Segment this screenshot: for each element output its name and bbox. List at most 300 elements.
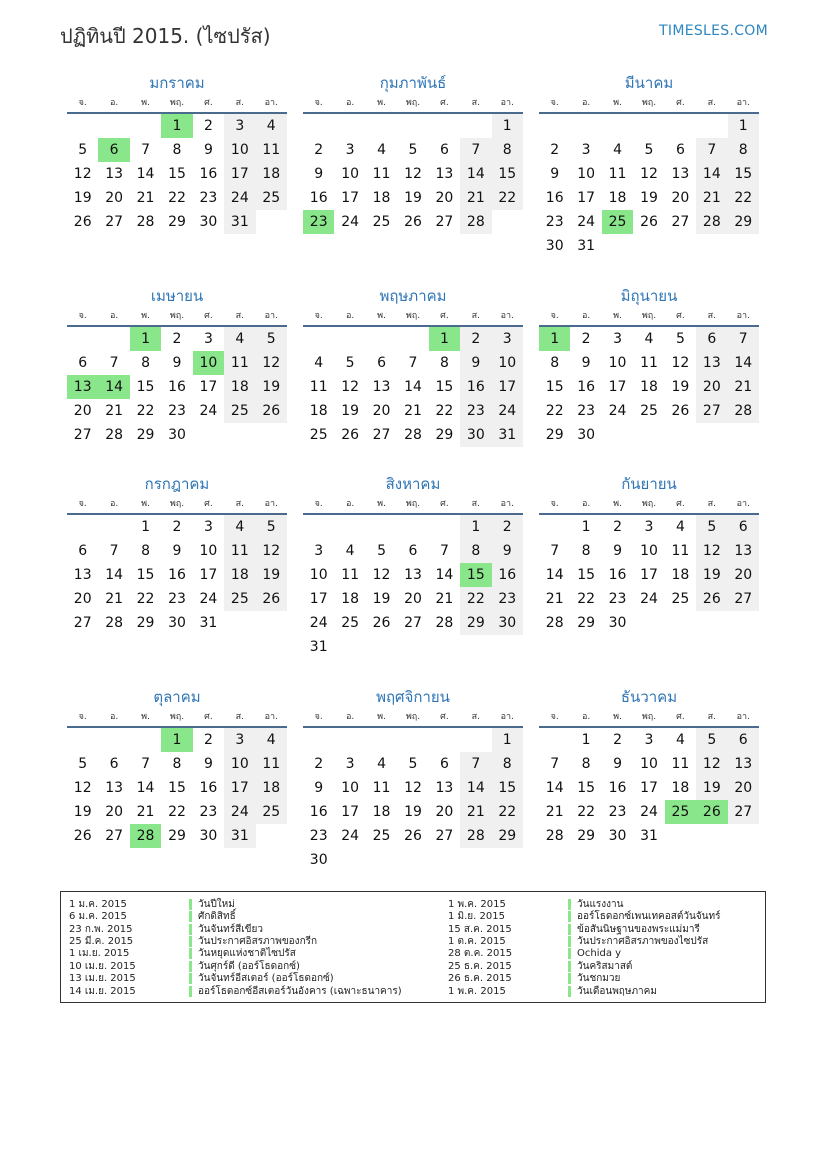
day-grid	[67, 515, 287, 635]
day-cell: 7	[141, 142, 151, 158]
weekday-label: อา.	[500, 712, 514, 722]
day-cell: 3	[224, 728, 255, 752]
day-cell: 28	[545, 615, 564, 631]
day-cell: 19	[256, 375, 287, 399]
day-cell: 18	[309, 403, 328, 419]
day-grid	[303, 728, 523, 872]
day-cell: 4	[644, 331, 654, 347]
day-cell: 3	[644, 519, 654, 535]
day-cell: 5	[78, 142, 88, 158]
empty-cell	[397, 728, 428, 752]
day-cell: 7	[460, 752, 491, 776]
weekday-header	[303, 708, 523, 728]
empty-cell	[67, 728, 98, 752]
weekday-header	[303, 307, 523, 327]
day-cell: 8	[492, 752, 523, 776]
day-cell: 11	[671, 543, 690, 559]
holiday-day-cell: 26	[696, 800, 727, 824]
day-grid	[539, 114, 759, 258]
weekday-label: พ.	[141, 499, 150, 509]
day-cell: 13	[728, 539, 759, 563]
month-name: ธันวาคม	[620, 688, 678, 706]
day-cell: 13	[696, 351, 727, 375]
day-cell: 31	[224, 824, 255, 848]
weekday-label: ส.	[707, 98, 716, 108]
month-block	[67, 72, 287, 234]
day-cell: 14	[136, 780, 155, 796]
empty-cell	[602, 114, 633, 138]
day-cell: 12	[73, 780, 92, 796]
weekday-label: ส.	[235, 712, 244, 722]
legend-date: 28 ต.ค. 2015	[448, 948, 513, 960]
weekday-label: ศ.	[440, 712, 449, 722]
day-cell: 30	[168, 427, 186, 443]
day-cell: 22	[168, 190, 186, 206]
day-cell: 15	[136, 567, 155, 583]
day-cell: 16	[577, 379, 596, 395]
day-cell: 27	[435, 828, 454, 844]
day-cell: 26	[404, 214, 422, 230]
day-cell: 7	[439, 543, 449, 559]
day-cell: 21	[136, 190, 155, 206]
day-cell: 28	[136, 214, 155, 230]
weekday-label: ศ.	[440, 311, 449, 321]
day-cell: 26	[256, 399, 287, 423]
day-cell: 2	[550, 142, 560, 158]
weekday-header	[539, 708, 759, 728]
day-cell: 23	[199, 804, 218, 820]
day-cell: 27	[696, 399, 727, 423]
day-cell: 22	[545, 403, 564, 419]
weekday-header	[303, 94, 523, 114]
day-cell: 24	[640, 804, 658, 820]
day-cell: 23	[168, 403, 186, 419]
day-cell: 27	[105, 828, 124, 844]
day-cell: 4	[613, 142, 623, 158]
day-cell: 24	[608, 403, 627, 419]
day-cell: 14	[105, 567, 124, 583]
legend-holiday-name: ศักดิสิทธิ์	[198, 911, 236, 923]
legend-holiday-name: ข้อสันนิษฐานของพระแม่มารี	[577, 923, 700, 935]
day-cell: 29	[460, 611, 491, 635]
day-cell: 4	[224, 515, 255, 539]
day-cell: 30	[492, 611, 523, 635]
legend-date: 26 ธ.ค. 2015	[448, 973, 512, 985]
day-cell: 19	[404, 190, 422, 206]
day-cell: 28	[696, 210, 727, 234]
day-cell: 31	[640, 828, 658, 844]
day-cell: 13	[105, 780, 124, 796]
day-cell: 27	[404, 615, 422, 631]
legend-holiday-name: วันศุกร์ดี (ออร์โธดอกซ์)	[198, 960, 300, 972]
day-cell: 19	[640, 190, 658, 206]
legend-color-marker	[568, 899, 571, 910]
day-cell: 19	[404, 804, 422, 820]
day-cell: 25	[341, 615, 360, 631]
month-block	[67, 285, 287, 447]
day-cell: 15	[577, 567, 596, 583]
day-cell: 28	[460, 210, 491, 234]
legend-date: 15 ส.ค. 2015	[448, 923, 512, 935]
day-cell: 18	[671, 567, 690, 583]
day-cell: 19	[256, 563, 287, 587]
day-cell: 24	[341, 828, 360, 844]
day-cell: 3	[345, 756, 355, 772]
weekday-label: อ.	[345, 712, 355, 722]
weekday-label: อ.	[345, 98, 355, 108]
weekday-label: พ.	[613, 499, 622, 509]
weekday-label: พฤ.	[405, 311, 421, 321]
legend-date: 10 เม.ย. 2015	[69, 960, 136, 972]
day-grid	[67, 114, 287, 234]
day-cell: 18	[372, 190, 391, 206]
day-cell: 29	[168, 214, 186, 230]
weekday-header	[539, 94, 759, 114]
day-cell: 20	[372, 403, 391, 419]
weekday-label: พฤ.	[169, 311, 185, 321]
day-grid	[303, 515, 523, 659]
legend-holiday-name: วันจันทร์อีสเตอร์ (ออร์โธดอกซ์)	[198, 973, 334, 985]
empty-cell	[665, 114, 696, 138]
day-cell: 16	[460, 375, 491, 399]
day-cell: 23	[608, 591, 627, 607]
day-cell: 3	[581, 142, 591, 158]
day-cell: 14	[545, 780, 564, 796]
day-cell: 7	[109, 543, 119, 559]
day-cell: 12	[696, 539, 727, 563]
day-cell: 4	[675, 732, 685, 748]
day-cell: 6	[78, 355, 88, 371]
day-cell: 23	[168, 591, 186, 607]
weekday-label: อา.	[736, 499, 750, 509]
day-cell: 24	[492, 399, 523, 423]
day-cell: 10	[492, 351, 523, 375]
day-cell: 3	[644, 732, 654, 748]
day-cell: 27	[728, 587, 759, 611]
day-cell: 9	[172, 543, 182, 559]
brand-link[interactable]: TIMESLES.COM	[659, 23, 768, 39]
day-cell: 29	[168, 828, 186, 844]
day-cell: 28	[545, 828, 564, 844]
day-cell: 30	[460, 423, 491, 447]
day-cell: 31	[492, 423, 523, 447]
weekday-label: จ.	[78, 98, 87, 108]
weekday-label: ส.	[471, 98, 480, 108]
day-cell: 11	[309, 379, 328, 395]
day-cell: 16	[168, 379, 186, 395]
day-cell: 7	[408, 355, 418, 371]
day-cell: 26	[256, 587, 287, 611]
weekday-label: พฤ.	[641, 499, 657, 509]
day-cell: 17	[341, 190, 360, 206]
legend-holiday-name: วันประกาศอิสรภาพของกรีก	[198, 935, 318, 947]
day-cell: 13	[404, 567, 422, 583]
day-cell: 11	[256, 752, 287, 776]
empty-cell	[429, 515, 460, 539]
day-cell: 7	[728, 327, 759, 351]
day-cell: 20	[404, 591, 422, 607]
legend-date: 13 เม.ย. 2015	[69, 973, 136, 985]
day-cell: 19	[73, 190, 92, 206]
empty-cell	[98, 114, 129, 138]
day-cell: 16	[608, 567, 627, 583]
day-cell: 15	[728, 162, 759, 186]
day-cell: 27	[728, 800, 759, 824]
legend-row	[69, 985, 402, 998]
day-cell: 6	[78, 543, 88, 559]
day-cell: 10	[640, 756, 658, 772]
day-cell: 6	[728, 515, 759, 539]
weekday-label: พ.	[377, 499, 386, 509]
weekday-label: ส.	[471, 311, 480, 321]
day-cell: 6	[408, 543, 418, 559]
day-cell: 17	[608, 379, 627, 395]
day-cell: 12	[256, 351, 287, 375]
day-cell: 2	[613, 732, 623, 748]
empty-cell	[539, 728, 570, 752]
day-cell: 25	[640, 403, 658, 419]
day-cell: 26	[671, 403, 690, 419]
legend-holiday-name: วันประกาศอิสรภาพของไซปรัส	[577, 935, 709, 947]
day-cell: 27	[73, 427, 92, 443]
legend-color-marker	[568, 911, 571, 922]
day-cell: 11	[372, 166, 391, 182]
day-cell: 7	[141, 756, 151, 772]
holiday-day-cell: 25	[602, 210, 633, 234]
weekday-label: อ.	[345, 499, 355, 509]
day-cell: 29	[492, 824, 523, 848]
legend-holiday-name: วันปีใหม่	[198, 898, 235, 910]
day-cell: 8	[141, 543, 151, 559]
day-cell: 10	[199, 543, 218, 559]
day-cell: 5	[256, 515, 287, 539]
day-cell: 30	[199, 214, 218, 230]
day-cell: 21	[545, 591, 564, 607]
day-cell: 3	[224, 114, 255, 138]
day-cell: 9	[613, 756, 623, 772]
day-cell: 2	[172, 519, 182, 535]
empty-cell	[397, 327, 428, 351]
day-cell: 20	[105, 804, 124, 820]
legend-row	[448, 985, 657, 998]
day-cell: 27	[372, 427, 391, 443]
month-block	[303, 72, 523, 234]
day-cell: 22	[136, 403, 155, 419]
day-cell: 16	[199, 780, 218, 796]
day-cell: 21	[696, 186, 727, 210]
day-cell: 15	[168, 780, 186, 796]
day-cell: 17	[224, 162, 255, 186]
empty-cell	[397, 515, 428, 539]
day-cell: 8	[581, 756, 591, 772]
day-cell: 23	[492, 587, 523, 611]
day-cell: 7	[550, 756, 560, 772]
month-block	[303, 285, 523, 447]
empty-cell	[570, 114, 601, 138]
day-cell: 30	[199, 828, 218, 844]
day-cell: 3	[345, 142, 355, 158]
weekday-label: พ.	[613, 712, 622, 722]
empty-cell	[366, 728, 397, 752]
day-cell: 8	[439, 355, 449, 371]
legend-color-marker	[568, 961, 571, 972]
day-cell: 21	[460, 186, 491, 210]
weekday-label: จ.	[314, 311, 323, 321]
day-cell: 29	[728, 210, 759, 234]
weekday-label: อา.	[736, 311, 750, 321]
weekday-label: ศ.	[204, 499, 213, 509]
day-cell: 20	[696, 375, 727, 399]
weekday-label: พ.	[141, 98, 150, 108]
weekday-header	[67, 94, 287, 114]
day-cell: 18	[224, 563, 255, 587]
month-block	[539, 686, 759, 848]
weekday-label: อ.	[581, 499, 591, 509]
weekday-label: พ.	[377, 98, 386, 108]
holiday-day-cell: 1	[130, 327, 161, 351]
day-cell: 18	[256, 776, 287, 800]
day-cell: 3	[613, 331, 623, 347]
day-cell: 24	[309, 615, 328, 631]
weekday-label: ศ.	[440, 499, 449, 509]
day-cell: 23	[545, 214, 564, 230]
legend-holiday-name: ออร์โธดอกซ์อีสเตอร์วันอังคาร (เฉพาะธนาคาร)	[198, 985, 402, 997]
day-cell: 15	[435, 379, 454, 395]
day-cell: 6	[439, 142, 449, 158]
day-cell: 4	[314, 355, 324, 371]
holiday-day-cell: 14	[98, 375, 129, 399]
day-cell: 8	[460, 539, 491, 563]
weekday-label: พฤ.	[405, 98, 421, 108]
day-cell: 4	[675, 519, 685, 535]
day-cell: 14	[696, 162, 727, 186]
weekday-label: อ.	[581, 712, 591, 722]
weekday-label: ศ.	[440, 98, 449, 108]
day-cell: 5	[644, 142, 654, 158]
month-name: เมษายน	[150, 287, 204, 305]
day-cell: 5	[345, 355, 355, 371]
legend-date: 1 ม.ค. 2015	[69, 898, 127, 910]
day-cell: 20	[73, 591, 92, 607]
legend-holiday-name: วันจันทร์สีเขียว	[198, 923, 263, 935]
day-cell: 25	[224, 587, 255, 611]
day-cell: 11	[256, 138, 287, 162]
weekday-label: อ.	[345, 311, 355, 321]
day-cell: 14	[435, 567, 454, 583]
day-cell: 4	[377, 756, 387, 772]
day-cell: 16	[309, 190, 328, 206]
day-cell: 25	[671, 591, 690, 607]
day-cell: 26	[372, 615, 391, 631]
weekday-label: อ.	[581, 98, 591, 108]
weekday-header	[303, 495, 523, 515]
day-grid	[539, 327, 759, 447]
day-cell: 6	[439, 756, 449, 772]
legend-date: 23 ก.พ. 2015	[69, 923, 133, 935]
day-cell: 16	[199, 166, 218, 182]
day-cell: 24	[199, 403, 218, 419]
day-cell: 22	[577, 591, 596, 607]
holiday-day-cell: 6	[98, 138, 129, 162]
empty-cell	[429, 114, 460, 138]
weekday-label: อา.	[736, 98, 750, 108]
day-cell: 20	[435, 804, 454, 820]
page-title: ปฏิทินปี 2015. (ไซปรัส)	[60, 24, 271, 48]
legend-holiday-name: วันเดือนพฤษภาคม	[577, 985, 657, 997]
day-cell: 5	[78, 756, 88, 772]
legend-date: 1 เม.ย. 2015	[69, 948, 130, 960]
weekday-label: อา.	[264, 499, 278, 509]
month-name: พฤษภาคม	[379, 287, 447, 305]
weekday-header	[67, 708, 287, 728]
day-cell: 24	[199, 591, 218, 607]
day-cell: 22	[168, 804, 186, 820]
day-cell: 13	[73, 567, 92, 583]
day-cell: 21	[435, 591, 454, 607]
day-cell: 3	[492, 327, 523, 351]
day-cell: 6	[109, 756, 119, 772]
day-cell: 12	[671, 355, 690, 371]
month-name: พฤศจิกายน	[376, 688, 450, 706]
weekday-label: พ.	[141, 712, 150, 722]
legend-date: 1 มิ.ย. 2015	[448, 911, 505, 923]
day-cell: 17	[199, 379, 218, 395]
day-grid	[67, 728, 287, 848]
day-cell: 21	[105, 403, 124, 419]
day-cell: 13	[372, 379, 391, 395]
legend-holiday-name: Ochida y	[577, 948, 622, 960]
day-cell: 15	[577, 780, 596, 796]
legend-color-marker	[189, 986, 192, 997]
day-cell: 16	[492, 563, 523, 587]
month-name: กันยายน	[621, 475, 677, 493]
day-cell: 10	[577, 166, 596, 182]
legend-holiday-name: วันชกมวย	[577, 973, 621, 985]
day-cell: 7	[696, 138, 727, 162]
day-cell: 16	[545, 190, 564, 206]
month-block	[303, 473, 523, 659]
day-cell: 12	[341, 379, 360, 395]
weekday-label: พฤ.	[405, 499, 421, 509]
holiday-day-cell: 1	[539, 327, 570, 351]
weekday-label: ส.	[707, 311, 716, 321]
day-cell: 13	[435, 780, 454, 796]
day-cell: 12	[404, 780, 422, 796]
day-cell: 11	[372, 780, 391, 796]
weekday-header	[67, 495, 287, 515]
month-block	[67, 473, 287, 635]
day-cell: 5	[675, 331, 685, 347]
weekday-label: อ.	[109, 98, 119, 108]
day-cell: 18	[256, 162, 287, 186]
empty-cell	[460, 728, 491, 752]
day-cell: 1	[492, 728, 523, 752]
day-cell: 9	[314, 166, 324, 182]
day-cell: 15	[168, 166, 186, 182]
day-cell: 25	[256, 800, 287, 824]
day-cell: 10	[309, 567, 328, 583]
empty-cell	[130, 114, 161, 138]
day-cell: 11	[671, 756, 690, 772]
day-cell: 26	[640, 214, 658, 230]
day-cell: 9	[172, 355, 182, 371]
month-name: มิถุนายน	[620, 287, 678, 305]
day-cell: 15	[136, 379, 155, 395]
day-cell: 22	[492, 800, 523, 824]
month-block	[539, 285, 759, 447]
day-cell: 10	[224, 138, 255, 162]
weekday-label: อ.	[109, 712, 119, 722]
